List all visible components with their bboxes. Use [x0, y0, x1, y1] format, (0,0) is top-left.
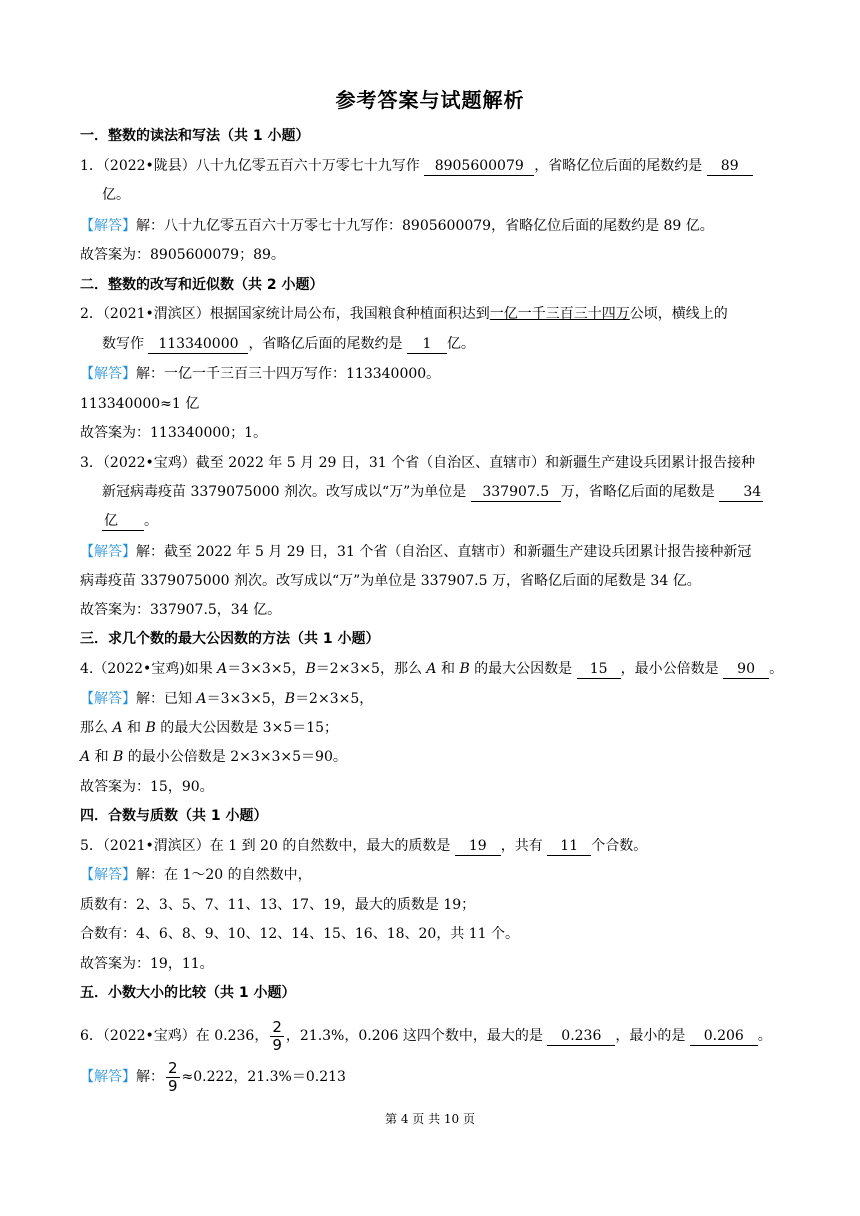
var-a: A	[426, 661, 437, 677]
q2-line2-mid: ，省略亿后面的尾数约是	[248, 336, 407, 352]
solution-tag: 【解答】	[80, 867, 136, 883]
q4-text: 的最大公因数是	[469, 661, 577, 677]
q6-solution-text: 解：	[136, 1069, 164, 1085]
q4-text: ，最小公倍数是	[620, 661, 724, 677]
fraction-numerator: 2	[272, 1017, 282, 1036]
q4-sol-text: 的最大公因数是 3×5＝15；	[155, 720, 339, 736]
page-footer: 第 4 页 共 10 页	[385, 1112, 475, 1126]
q2-line-2	[102, 333, 800, 355]
q4-text: 4.（2022•宝鸡)如果	[80, 661, 218, 677]
solution-tag: 【解答】	[80, 544, 136, 560]
q6-solution-text-post: ≈0.222，21.3%＝0.213	[181, 1069, 346, 1085]
fraction-numerator: 2	[168, 1058, 178, 1077]
q1-text-mid: ，省略亿位后面的尾数约是	[534, 158, 707, 174]
q5-text-mid: ，共有	[500, 838, 548, 854]
section-4-heading: 四．合数与质数（共 1 小题）	[80, 808, 268, 824]
q3-answer-2: 34	[719, 483, 763, 502]
question-6	[80, 1016, 800, 1056]
q2-text: 2．（2021•渭滨区）根据国家统计局公布，我国粮食种植面积达到	[80, 306, 490, 322]
q1-line-2: 亿。	[102, 187, 130, 203]
q4-solution	[80, 688, 800, 710]
var-b: B	[113, 749, 124, 765]
q5-answer-1: 19	[455, 837, 501, 856]
fraction-2-9	[166, 1060, 180, 1095]
q1-answer-2: 89	[707, 157, 753, 176]
q6-text: 6．（2022•宝鸡）在 0.236，	[80, 1028, 269, 1044]
q6-text-post: 。	[757, 1028, 772, 1044]
q6-answer-1: 0.236	[547, 1027, 615, 1046]
q5-solution-2: 质数有：2、3、5、7、11、13、17、19，最大的质数是 19；	[80, 897, 476, 913]
q4-sol-text: ＝3×3×5，	[206, 691, 285, 707]
q4-text: 和	[436, 661, 460, 677]
q5-solution-3: 合数有：4、6、8、9、10、12、14、15、16、18、20，共 11 个。	[80, 926, 520, 942]
q1-solution	[80, 215, 800, 237]
q2-answer-2: 1	[407, 335, 447, 354]
q3-line2-text: 新冠病毒疫苗 3379075000 剂次。改写成以“万”为单位是	[102, 484, 471, 500]
q3-line3-post: 。	[144, 513, 158, 529]
question-4	[80, 658, 800, 680]
q3-solution-text: 解：截至 2022 年 5 月 29 日，31 个省（自治区、直辖市）和新疆生产建设兵团累计报告接种新冠	[136, 544, 752, 560]
q2-solution-text: 解：一亿一千三百三十四万写作：113340000。	[136, 366, 441, 382]
q4-sol-text: 的最小公倍数是 2×3×3×5＝90。	[123, 749, 347, 765]
q5-solution-text: 解：在 1～20 的自然数中，	[136, 867, 312, 883]
q4-sol-text: 那么	[80, 720, 113, 736]
q2-solution-2: 113340000≈1 亿	[80, 396, 200, 412]
fraction-2-9	[270, 1019, 284, 1054]
q5-text-post: 个合数。	[591, 838, 648, 854]
section-1-heading: 一．整数的读法和写法（共 1 小题）	[80, 128, 310, 144]
solution-tag: 【解答】	[80, 1069, 136, 1085]
q4-sol-text: ＝2×3×5，	[295, 691, 374, 707]
q2-text-post: 公顷，横线上的	[629, 306, 728, 322]
var-b: B	[284, 691, 296, 707]
solution-tag: 【解答】	[80, 691, 136, 707]
q4-answer-line: 故答案为：15，90。	[80, 779, 214, 795]
q5-answer-line: 故答案为：19，11。	[80, 956, 214, 972]
q6-solution	[80, 1057, 800, 1097]
q4-sol-text: 和	[90, 749, 114, 765]
fraction-denominator: 9	[272, 1035, 282, 1054]
page-title: 参考答案与试题解析	[335, 88, 525, 112]
q2-line2-post: 亿。	[446, 336, 475, 352]
q2-underlined-text: 一亿一千三百三十四万	[489, 306, 630, 322]
q5-answer-2: 11	[547, 837, 591, 856]
q4-sol-text: 解：已知	[136, 691, 197, 707]
q4-answer-1: 15	[577, 660, 621, 679]
q3-line-2	[102, 481, 800, 503]
section-3-heading: 三．求几个数的最大公因数的方法（共 1 小题）	[80, 631, 380, 647]
question-5	[80, 835, 800, 857]
q3-answer-1: 337907.5	[471, 483, 561, 502]
q6-text-mid2: ，最小的是	[615, 1028, 690, 1044]
q1-solution-text: 解：八十九亿零五百六十万零七十九写作：8905600079，省略亿位后面的尾数约是 89 亿。	[136, 218, 714, 234]
q3-answer-line: 故答案为：337907.5，34 亿。	[80, 602, 282, 618]
q4-text: ＝2×3×5，那么	[315, 661, 427, 677]
q4-text: ＝3×3×5，	[227, 661, 306, 677]
question-2	[80, 303, 800, 325]
q3-line-3	[102, 510, 800, 532]
solution-tag: 【解答】	[80, 366, 136, 382]
solution-tag: 【解答】	[80, 218, 136, 234]
q3-solution-2: 病毒疫苗 3379075000 剂次。改写成以“万”为单位是 337907.5 万，省略亿后面的尾数是 34 亿。	[80, 573, 701, 589]
var-a: A	[196, 691, 207, 707]
question-1	[80, 155, 800, 177]
q4-solution-2	[80, 717, 800, 739]
q3-solution	[80, 541, 800, 563]
var-b: B	[459, 661, 470, 677]
var-a: A	[112, 720, 123, 736]
q1-answer-1: 8905600079	[424, 157, 534, 176]
q2-solution	[80, 363, 800, 385]
var-b: B	[305, 661, 316, 677]
section-5-heading: 五．小数大小的比较（共 1 小题）	[80, 985, 296, 1001]
q4-sol-text: 和	[122, 720, 146, 736]
q4-answer-2: 90	[723, 660, 769, 679]
q5-solution	[80, 864, 800, 886]
fraction-denominator: 9	[168, 1076, 178, 1095]
q3-answer-2-unit: 亿	[102, 512, 144, 531]
q2-line2-text: 数写作	[102, 336, 149, 352]
var-b: B	[145, 720, 156, 736]
var-a: A	[80, 749, 91, 765]
q3-line2-mid: 万，省略亿后面的尾数是	[560, 484, 720, 500]
q2-answer-line: 故答案为：113340000；1。	[80, 425, 268, 441]
q6-answer-2: 0.206	[690, 1027, 758, 1046]
q5-text: 5．（2021•渭滨区）在 1 到 20 的自然数中，最大的质数是	[80, 838, 455, 854]
q6-text-mid: ，21.3%，0.206 这四个数中，最大的是	[285, 1028, 548, 1044]
section-2-heading: 二．整数的改写和近似数（共 2 小题）	[80, 277, 324, 293]
question-3: 3．（2022•宝鸡）截至 2022 年 5 月 29 日，31 个省（自治区、直辖市）和新疆生产建设兵团累计报告接种	[80, 455, 756, 471]
q4-text: 。	[769, 661, 784, 677]
q4-solution-3	[80, 746, 800, 768]
var-a: A	[217, 661, 228, 677]
q1-answer-line: 故答案为：8905600079；89。	[80, 247, 285, 263]
q1-text: 1．（2022•陇县）八十九亿零五百六十万零七十九写作	[80, 158, 425, 174]
q2-answer-1: 113340000	[148, 335, 248, 354]
